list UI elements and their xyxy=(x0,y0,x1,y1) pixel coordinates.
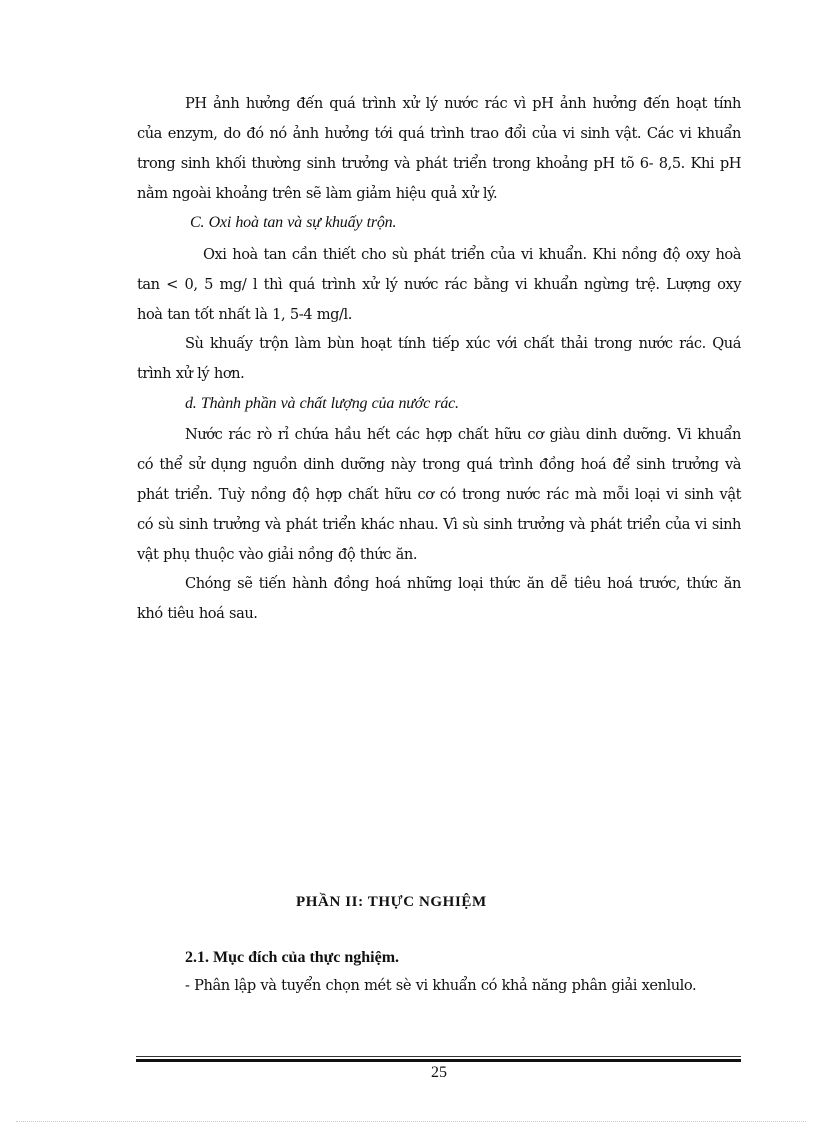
paragraph-composition-line-2: có thể sử dụng nguồn dinh dưỡng này trong quá trình đồng hoá để sinh trưởng và xyxy=(137,456,741,473)
paragraph-mixing-line-1: Sù khuấy trộn làm bùn hoạt tính tiếp xúc với chất thải trong nước rác. Quá xyxy=(185,335,741,352)
paragraph-oxi-line-3: hoà tan tốt nhất là 1, 5-4 mg/l. xyxy=(137,306,352,323)
footer-rule-thick xyxy=(136,1059,741,1062)
paragraph-composition-line-4: có sù sinh trưởng và phát triển khác nhau. Vì sù sinh trưởng và phát triển của vi sinh xyxy=(137,516,741,533)
footer-rule-thin xyxy=(136,1056,741,1057)
paragraph-ph-line-2: của enzym, do đó nó ảnh hưởng tới quá trình trao đổi của vi sinh vật. Các vi khuẩn xyxy=(137,125,741,142)
section-title: PHẦN II: THỰC NGHIỆM xyxy=(296,894,487,910)
paragraph-oxi-line-2: tan < 0, 5 mg/ l thì quá trình xử lý nước rác bằng vi khuẩn ngừng trệ. Lượng oxy xyxy=(137,276,741,293)
paragraph-ph-line-3: trong sinh khối thường sinh trưởng và phát triển trong khoảng pH tõ 6- 8,5. Khi pH xyxy=(137,155,741,172)
paragraph-ph-line-4: nằm ngoài khoảng trên sẽ làm giảm hiệu quả xử lý. xyxy=(137,185,498,202)
bullet-purpose: - Phân lập và tuyển chọn mét sè vi khuẩn có khả năng phân giải xenlulo. xyxy=(185,977,697,994)
page-boundary xyxy=(16,1121,806,1122)
paragraph-assimilation-line-2: khó tiêu hoá sau. xyxy=(137,605,258,622)
heading-d-composition: d. Thành phần và chất lượng của nước rác. xyxy=(185,395,459,412)
subheading-purpose: 2.1. Mục đích của thực nghiệm. xyxy=(185,949,400,966)
paragraph-mixing-line-2: trình xử lý hơn. xyxy=(137,365,245,382)
paragraph-ph-line-1: PH ảnh hưởng đến quá trình xử lý nước rác vì pH ảnh hưởng đến hoạt tính xyxy=(185,95,741,112)
paragraph-assimilation-line-1: Chóng sẽ tiến hành đồng hoá những loại thức ăn dễ tiêu hoá trước, thức ăn xyxy=(185,575,741,592)
paragraph-composition-line-3: phát triển. Tuỳ nồng độ hợp chất hữu cơ có trong nước rác mà mỗi loại vi sinh vật xyxy=(137,486,741,503)
paragraph-oxi-line-1: Oxi hoà tan cần thiết cho sù phát triển của vi khuẩn. Khi nồng độ oxy hoà xyxy=(203,246,741,263)
page-number: 25 xyxy=(431,1064,447,1081)
paragraph-composition-line-5: vật phụ thuộc vào giải nồng độ thức ăn. xyxy=(137,546,418,563)
paragraph-composition-line-1: Nước rác rò rỉ chứa hầu hết các hợp chất hữu cơ giàu dinh dưỡng. Vi khuẩn xyxy=(185,426,741,443)
heading-c-oxygen: C. Oxi hoà tan và sự khuấy trộn. xyxy=(190,214,397,231)
